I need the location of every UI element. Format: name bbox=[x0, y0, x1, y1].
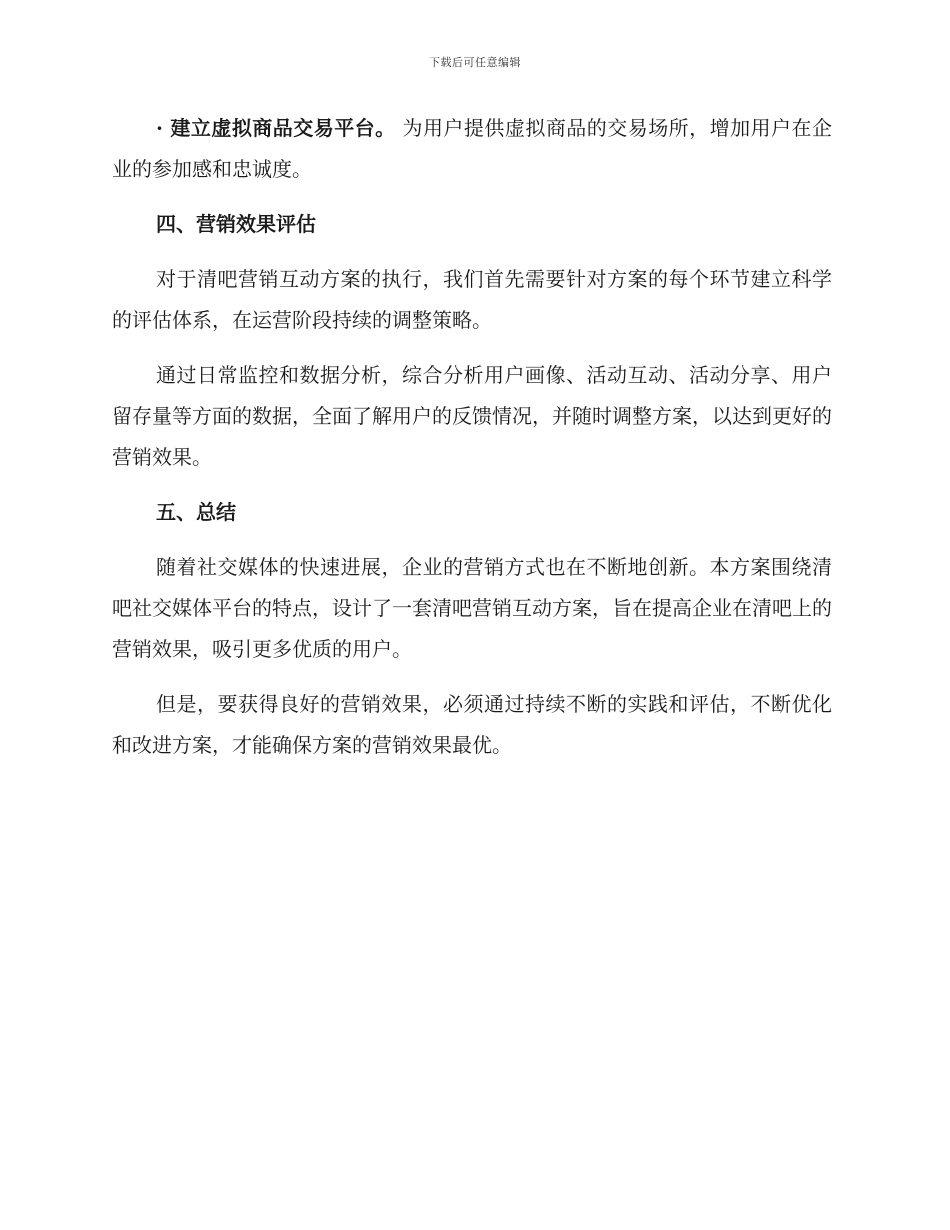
section-heading-5: 五、总结 bbox=[156, 500, 236, 524]
section-heading-4: 四、营销效果评估 bbox=[156, 212, 316, 236]
paragraph-1: 对于清吧营销互动方案的执行，我们首先需要针对方案的每个环节建立科学的评估体系，在运营阶段持续的调整策略。 bbox=[112, 267, 832, 332]
paragraph-4: 但是，要获得良好的营销效果，必须通过持续不断的实践和评估，不断优化和改进方案，才能确保方案的营销效果最优。 bbox=[112, 692, 832, 757]
bullet-paragraph bbox=[112, 108, 832, 190]
paragraph-3: 随着社交媒体的快速进展，企业的营销方式也在不断地创新。本方案围绕清吧社交媒体平台的特点，设计了一套清吧营销互动方案，旨在提高企业在清吧上的营销效果，吸引更多优质的用户。 bbox=[112, 555, 832, 661]
page-header: 下载后可任意编辑 bbox=[429, 56, 521, 69]
document-body bbox=[112, 108, 832, 780]
bullet-text: 为用户提供虚拟商品的交易场所，增加用户在企业的参加感和忠诚度。 bbox=[112, 116, 833, 181]
bullet-lead: · 建立虚拟商品交易平台。 bbox=[156, 116, 396, 140]
paragraph-2: 通过日常监控和数据分析，综合分析用户画像、活动互动、活动分享、用户留存量等方面的数据，全面了解用户的反馈情况，并随时调整方案，以达到更好的营销效果。 bbox=[112, 363, 832, 469]
